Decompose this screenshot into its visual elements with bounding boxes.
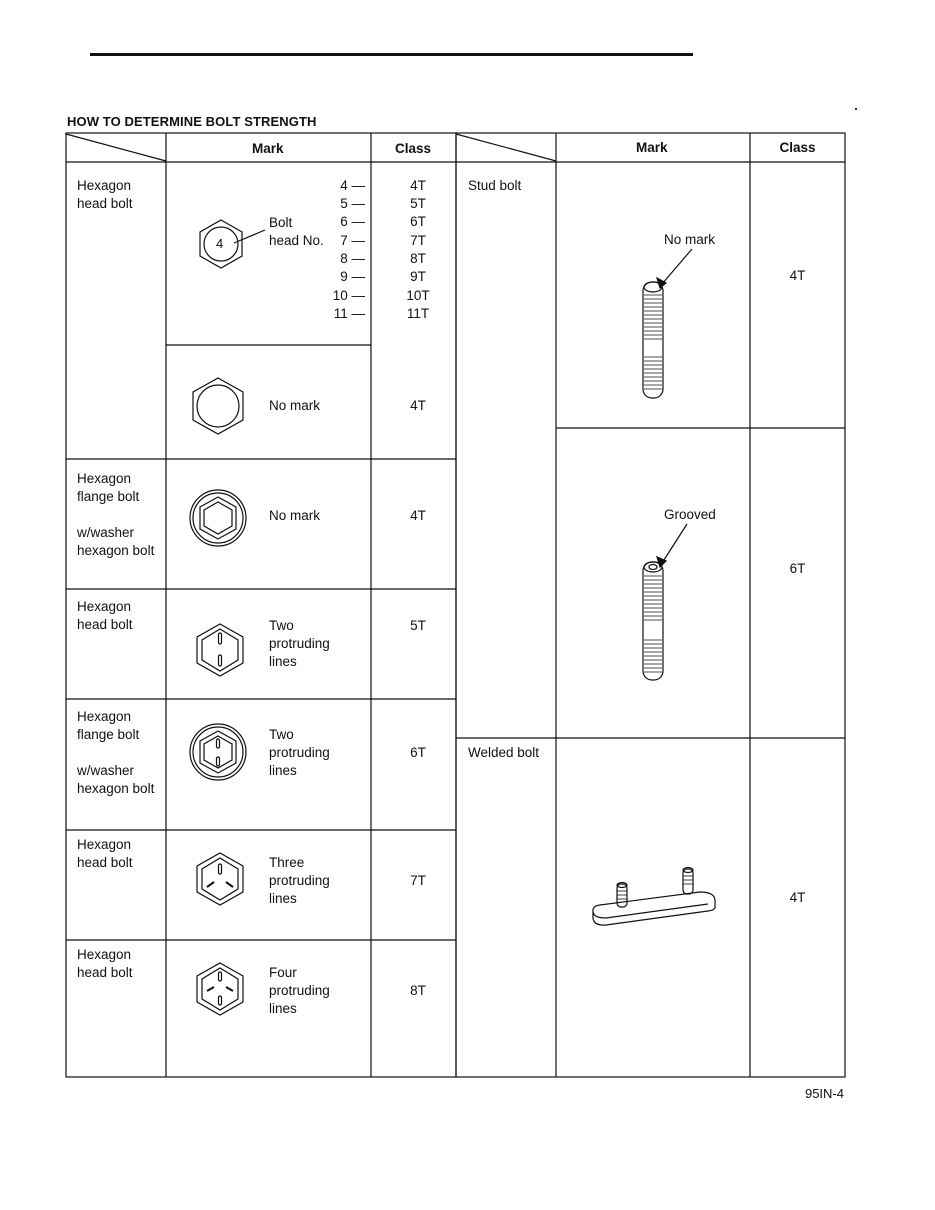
mark-label: Three protruding lines <box>269 855 330 906</box>
class-value: 8T <box>410 983 426 998</box>
bolt-type-hexagon-flange: Hexagon flange bolt w/washer hexagon bolt <box>77 471 155 558</box>
mark-label: Four protruding lines <box>269 965 330 1016</box>
left-class-header: Class <box>394 141 432 156</box>
left-header-diagonal <box>66 134 166 161</box>
mark-label: Two protruding lines <box>269 727 330 778</box>
head-number: 6 — <box>340 214 365 229</box>
head-number: 5 — <box>340 196 365 211</box>
bolt-type-welded: Welded bolt <box>468 745 540 760</box>
class-value: 10T <box>406 288 430 303</box>
class-value: 9T <box>410 269 426 284</box>
bolt-type-hexagon-flange: Hexagon flange bolt w/washer hexagon bolt <box>77 709 155 796</box>
hex-head-two-lines-icon <box>197 624 243 676</box>
mark-label: No mark <box>269 508 321 523</box>
class-value: 11T <box>406 306 430 321</box>
class-value: 4T <box>410 398 426 413</box>
class-value: 6T <box>789 561 806 576</box>
welded-bolt-illustration <box>593 868 715 926</box>
bolt-type-hexagon-head: Hexagon head bolt <box>77 599 133 632</box>
left-mark-header: Mark <box>252 141 284 156</box>
class-value: 5T <box>410 618 426 633</box>
head-number: 11 — <box>333 306 365 321</box>
mark-label: Two protruding lines <box>269 618 330 669</box>
page-title: HOW TO DETERMINE BOLT STRENGTH <box>67 114 317 129</box>
bolt-type-hexagon-head: Hexagon head bolt <box>77 178 133 211</box>
class-value: 4T <box>410 178 426 193</box>
stud-bolt-grooved-illustration <box>643 524 687 680</box>
head-number: 7 — <box>340 233 365 248</box>
hex-head-number-icon <box>200 220 265 268</box>
class-value: 7T <box>410 233 426 248</box>
bolt-head-label-line2: head No. <box>269 233 324 248</box>
right-mark-header: Mark <box>636 140 668 155</box>
class-value: 4T <box>410 508 426 523</box>
class-value: 6T <box>410 745 426 760</box>
bolt-type-hexagon-head: Hexagon head bolt <box>77 947 133 980</box>
head-number: 9 — <box>340 269 365 284</box>
figure-code: 95IN-4 <box>804 1086 844 1101</box>
stud-mark-label: Grooved <box>664 507 716 522</box>
bolt-type-hexagon-head: Hexagon head bolt <box>77 837 133 870</box>
class-value: 4T <box>789 890 806 905</box>
hex-head-four-lines-icon <box>197 963 243 1015</box>
head-number: 8 — <box>340 251 365 266</box>
bolt-type-stud: Stud bolt <box>468 178 522 193</box>
class-value: 6T <box>410 214 426 229</box>
head-number: 4 — <box>340 178 365 193</box>
head-number: 10 — <box>332 288 365 303</box>
right-class-header: Class <box>779 140 816 155</box>
stud-bolt-no-mark-illustration <box>643 249 692 398</box>
flange-head-two-lines-icon <box>190 724 246 780</box>
class-value: 7T <box>410 873 426 888</box>
stud-mark-label: No mark <box>664 232 716 247</box>
mark-label: No mark <box>269 398 321 413</box>
class-value: 4T <box>789 268 806 283</box>
class-value: 5T <box>410 196 426 211</box>
class-value: 8T <box>410 251 426 266</box>
hex-head-no-mark-icon <box>193 378 243 434</box>
bolt-head-label-line1: Bolt <box>269 215 293 230</box>
bolt-head-numeral: 4 <box>216 236 224 251</box>
hex-head-three-lines-icon <box>197 853 243 905</box>
flange-head-no-mark-icon <box>190 490 246 546</box>
right-header-diagonal <box>456 134 556 161</box>
